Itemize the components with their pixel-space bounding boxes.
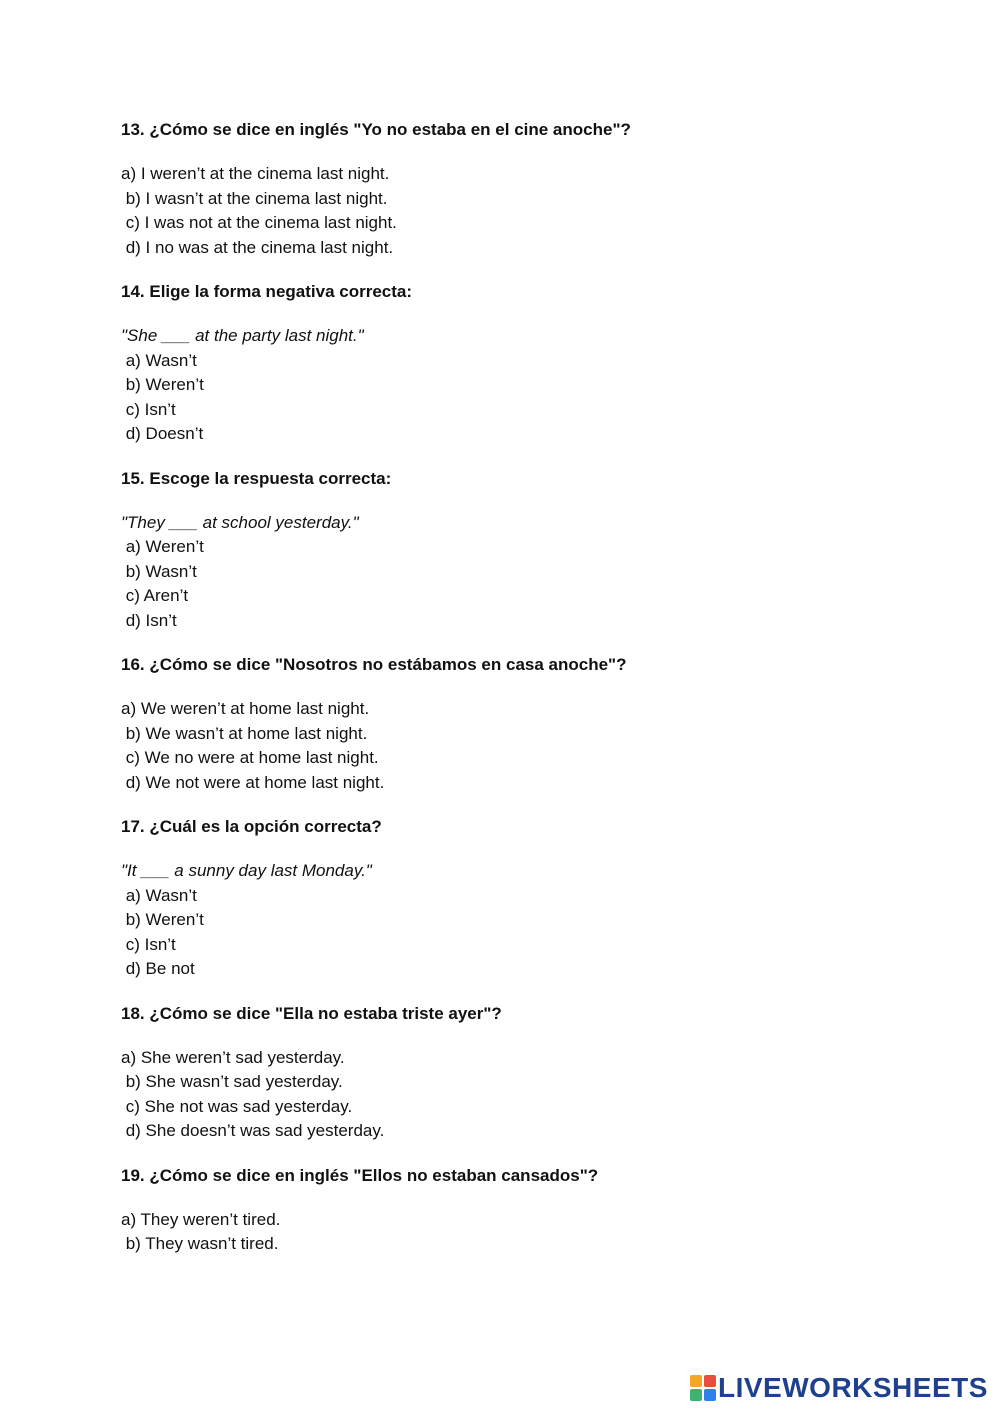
question-title: 15. Escoge la respuesta correcta: (121, 468, 392, 488)
liveworksheets-logo-icon (690, 1375, 716, 1401)
question-14 (121, 280, 941, 447)
question-16 (121, 653, 941, 795)
option-a[interactable]: a) They weren’t tired. (121, 1209, 281, 1229)
option-list (121, 697, 941, 795)
logo-text: LIVEWORKSHEETS (718, 1372, 988, 1403)
question-title: 16. ¿Cómo se dice "Nosotros no estábamos en casa anoche"? (121, 655, 627, 674)
question-title: 14. Elige la forma negativa correcta: (121, 282, 413, 301)
question-title: 18. ¿Cómo se dice "Ella no estaba triste ayer"? (121, 1003, 502, 1023)
option-b[interactable]: b) Weren’t (121, 910, 204, 929)
option-c[interactable]: c) Isn’t (121, 399, 176, 419)
option-b[interactable]: b) Weren’t (121, 375, 204, 394)
option-c[interactable]: c) Isn’t (121, 934, 176, 954)
option-list (121, 535, 941, 633)
option-a[interactable]: a) Weren’t (121, 537, 204, 556)
option-a[interactable]: a) Wasn’t (121, 885, 197, 905)
option-d[interactable]: d) Be not (121, 959, 195, 978)
option-c[interactable]: c) Aren’t (121, 586, 189, 605)
question-18 (121, 1002, 941, 1144)
option-a[interactable]: a) We weren’t at home last night. (121, 699, 370, 718)
option-list (121, 1208, 941, 1257)
option-b[interactable]: b) Wasn’t (121, 561, 197, 581)
option-b[interactable]: b) We wasn’t at home last night. (121, 723, 368, 743)
option-c[interactable]: c) We no were at home last night. (121, 748, 379, 767)
option-a[interactable]: a) She weren’t sad yesterday. (121, 1047, 345, 1067)
question-prompt: "They ___ at school yesterday." (121, 512, 359, 532)
option-list (121, 884, 941, 982)
option-b[interactable]: b) She wasn’t sad yesterday. (121, 1072, 343, 1091)
option-d[interactable]: d) Isn’t (121, 610, 177, 630)
question-19 (121, 1164, 941, 1257)
question-17 (121, 815, 941, 982)
question-prompt: "It ___ a sunny day last Monday." (121, 861, 372, 880)
option-d[interactable]: d) She doesn’t was sad yesterday. (121, 1121, 385, 1140)
liveworksheets-logo (690, 1372, 988, 1404)
option-d[interactable]: d) We not were at home last night. (121, 772, 385, 792)
option-a[interactable]: a) I weren’t at the cinema last night. (121, 164, 390, 183)
question-15 (121, 467, 941, 634)
question-title: 19. ¿Cómo se dice en inglés "Ellos no estaban cansados"? (121, 1165, 599, 1185)
option-list (121, 1046, 941, 1144)
option-a[interactable]: a) Wasn’t (121, 350, 197, 370)
question-title: 17. ¿Cuál es la opción correcta? (121, 817, 382, 836)
option-list (121, 349, 941, 447)
option-c[interactable]: c) She not was sad yesterday. (121, 1096, 353, 1116)
option-d[interactable]: d) I no was at the cinema last night. (121, 237, 394, 257)
option-d[interactable]: d) Doesn’t (121, 424, 204, 443)
question-title: 13. ¿Cómo se dice en inglés "Yo no estaba en el cine anoche"? (121, 120, 631, 139)
question-prompt: "She ___ at the party last night." (121, 326, 364, 345)
option-c[interactable]: c) I was not at the cinema last night. (121, 213, 397, 232)
worksheet-page (121, 118, 941, 1277)
option-b[interactable]: b) I wasn’t at the cinema last night. (121, 188, 388, 208)
option-b[interactable]: b) They wasn’t tired. (121, 1234, 279, 1253)
question-13 (121, 118, 941, 260)
option-list (121, 162, 941, 260)
